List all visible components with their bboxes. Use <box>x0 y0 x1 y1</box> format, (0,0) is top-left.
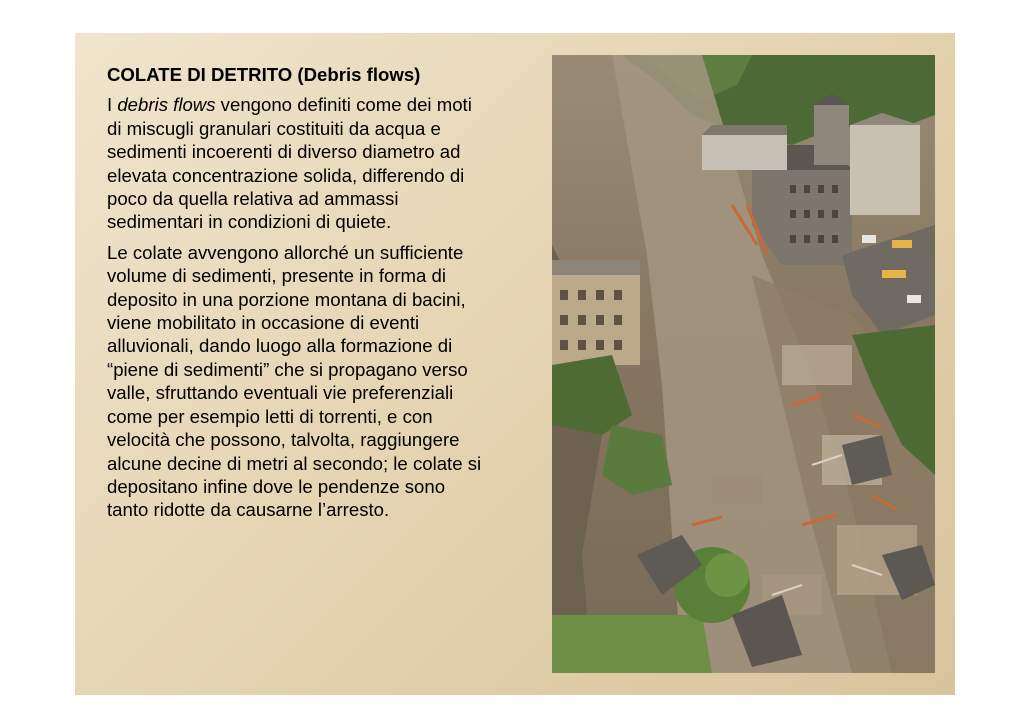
paragraph-rest: vengono definiti come dei moti di miscugli granulari costituiti da acqua e sedimenti incoerenti di diverso diametro ad elevata concentrazione solida, differendo di poco da quella relativa ad ammassi sedimentari in condizioni di quiete. <box>107 94 472 233</box>
slide <box>75 33 955 695</box>
paragraph-italic-term: debris flows <box>117 94 216 116</box>
paragraph-mechanism: Le colate avvengono allorché un sufficiente volume di sedimenti, presente in forma di deposito in una porzione montana di bacini, viene mobilitato in occasione di eventi alluvionali, dando luogo alla formazione di “piene di sedimenti” che si propagano verso valle, sfruttando eventuali vie preferenziali come per esempio letti di torrenti, e con velocità che possono, talvolta, raggiungere alcune decine di metri al secondo; le colate si depositano infine dove le pendenze sono tanto ridotte da causarne l’arresto. <box>107 241 482 521</box>
text-column <box>107 63 487 529</box>
paragraph-lead: I <box>107 94 118 116</box>
slide-title: COLATE DI DETRITO (Debris flows) <box>107 64 421 85</box>
debris-flow-photo <box>552 55 935 673</box>
paragraph-definition <box>107 93 487 233</box>
